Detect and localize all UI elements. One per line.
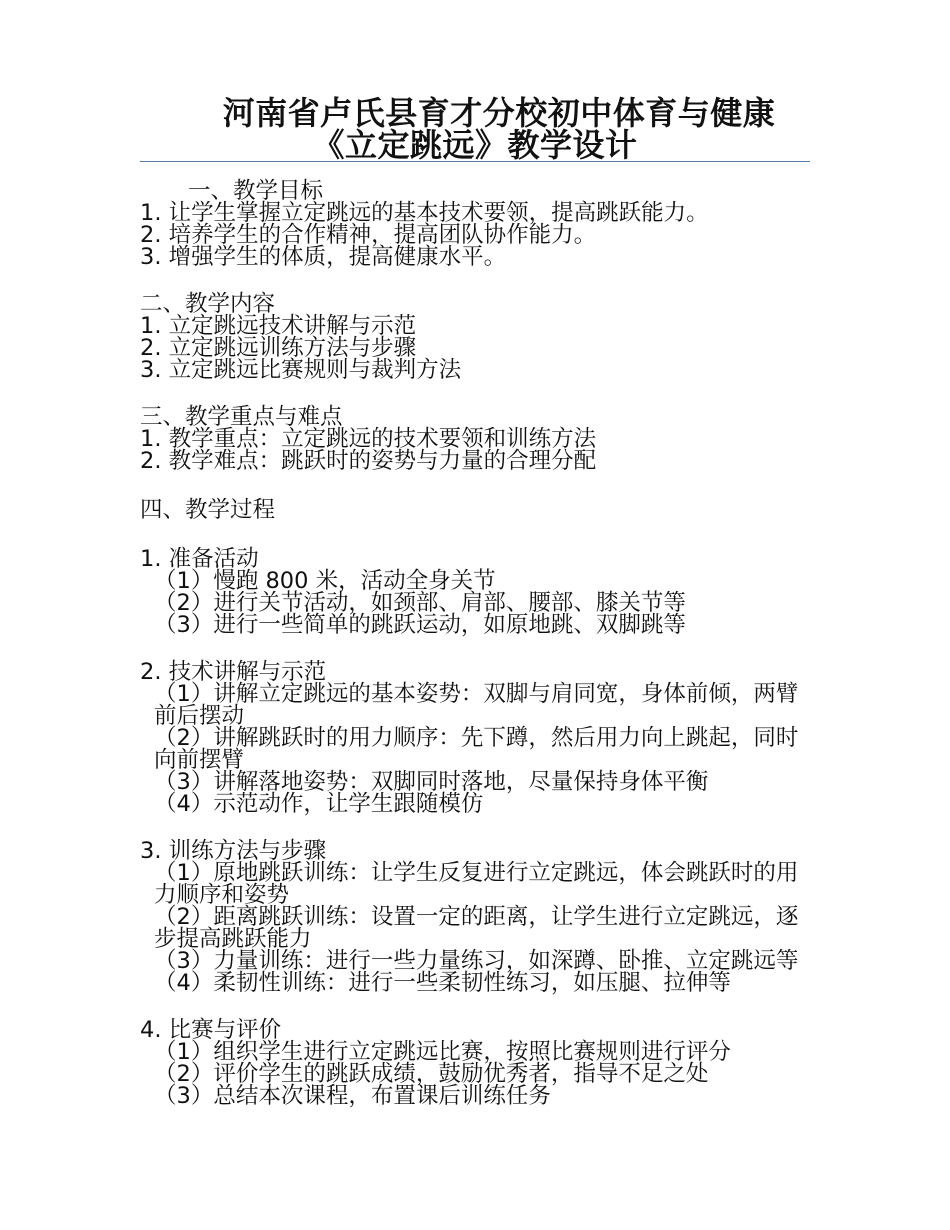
section-heading-objectives: 一、教学目标 xyxy=(188,178,324,204)
list-item: （2）进行关节活动，如颈部、肩部、腰部、膝关节等 xyxy=(154,590,686,616)
list-item: （1）原地跳跃训练：让学生反复进行立定跳远，体会跳跃时的用力顺序和姿势 xyxy=(154,860,799,908)
document-title xyxy=(140,96,810,162)
subsection-heading: 2. 技术讲解与示范 xyxy=(140,659,327,685)
document-body xyxy=(140,180,810,1107)
title-line-2: 《立定跳远》教学设计 xyxy=(312,126,638,164)
list-item: （4）柔韧性训练：进行一些柔韧性练习，如压腿、拉伸等 xyxy=(154,970,731,996)
list-item: 3. 增强学生的体质，提高健康水平。 xyxy=(140,244,507,270)
section-heading-process: 四、教学过程 xyxy=(140,497,276,523)
list-item: 1. 立定跳远技术讲解与示范 xyxy=(140,313,417,339)
list-item: 1. 让学生掌握立定跳远的基本技术要领，提高跳跃能力。 xyxy=(140,200,709,226)
list-item: （1）讲解立定跳远的基本姿势：双脚与肩同宽，身体前倾，两臂前后摆动 xyxy=(154,681,799,729)
section-heading-content: 二、教学内容 xyxy=(140,291,276,317)
list-item: 2. 教学难点：跳跃时的姿势与力量的合理分配 xyxy=(140,448,597,474)
list-item: （2）评价学生的跳跃成绩，鼓励优秀者，指导不足之处 xyxy=(154,1061,709,1087)
list-item: 3. 立定跳远比赛规则与裁判方法 xyxy=(140,357,462,383)
list-item: （4）示范动作，让学生跟随模仿 xyxy=(154,791,484,817)
title-line-1: 河南省卢氏县育才分校初中体育与健康 xyxy=(222,94,776,132)
list-item: （1）慢跑 800 米，活动全身关节 xyxy=(154,568,496,594)
list-item: （3）进行一些简单的跳跃运动，如原地跳、双脚跳等 xyxy=(154,612,686,638)
list-item: 2. 立定跳远训练方法与步骤 xyxy=(140,335,417,361)
list-item: 2. 培养学生的合作精神，提高团队协作能力。 xyxy=(140,222,597,248)
list-item: 1. 教学重点：立定跳远的技术要领和训练方法 xyxy=(140,426,597,452)
subsection-heading: 4. 比赛与评价 xyxy=(140,1017,282,1043)
subsection-heading: 3. 训练方法与步骤 xyxy=(140,838,327,864)
list-item: （2）讲解跳跃时的用力顺序：先下蹲，然后用力向上跳起，同时向前摆臂 xyxy=(154,725,799,773)
list-item: （3）力量训练：进行一些力量练习，如深蹲、卧推、立定跳远等 xyxy=(154,948,799,974)
list-item: （1）组织学生进行立定跳远比赛，按照比赛规则进行评分 xyxy=(154,1039,731,1065)
list-item: （2）距离跳跃训练：设置一定的距离，让学生进行立定跳远，逐步提高跳跃能力 xyxy=(154,904,799,952)
title-divider xyxy=(140,161,810,162)
subsection-heading: 1. 准备活动 xyxy=(140,546,259,572)
list-item: （3）讲解落地姿势：双脚同时落地，尽量保持身体平衡 xyxy=(154,769,709,795)
list-item: （3）总结本次课程，布置课后训练任务 xyxy=(154,1083,551,1109)
section-heading-key-points: 三、教学重点与难点 xyxy=(140,404,343,430)
